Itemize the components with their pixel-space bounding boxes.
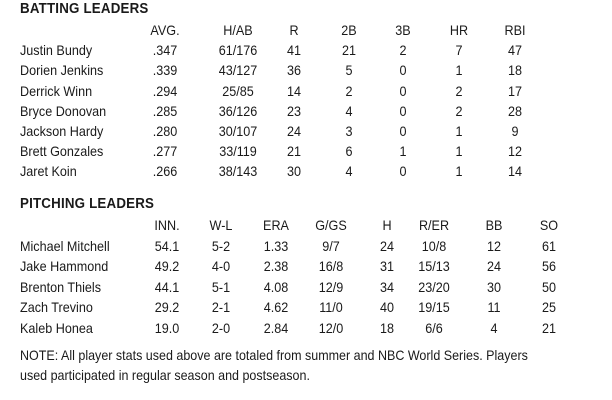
table-row: [0, 60, 612, 80]
stat-cell: 12: [507, 143, 523, 160]
stat-cell: .339: [152, 62, 178, 79]
table-row: [0, 141, 612, 161]
table-row: [0, 277, 612, 297]
stat-cell: 9/7: [322, 237, 340, 254]
table-row: [0, 297, 612, 317]
stat-cell: 6: [345, 143, 353, 160]
stat-cell: 23: [286, 102, 302, 119]
stat-cell: 3: [345, 123, 353, 139]
stat-cell: .285: [152, 102, 178, 119]
stat-cell: 33/119: [219, 143, 257, 160]
stat-cell: 1: [399, 143, 407, 160]
stat-cell: 4: [345, 163, 353, 180]
column-header: SO: [539, 217, 559, 233]
stat-cell: 2: [345, 82, 353, 99]
stat-cell: 36/126: [218, 102, 258, 119]
stat-cell: 2: [399, 42, 407, 59]
stat-cell: 49.2: [154, 258, 180, 274]
column-header: RBI: [504, 22, 526, 38]
column-header: H: [382, 217, 392, 233]
stat-cell: .294: [152, 82, 178, 99]
stat-cell: 2-1: [211, 299, 231, 315]
stat-cell: 1: [455, 163, 463, 180]
note-line-2: used participated in regular season and postseason.: [20, 368, 310, 383]
note-line-1: NOTE: All player stats used above are totaled from summer and NBC World Series. Players: [20, 348, 528, 363]
stat-cell: 4: [345, 102, 353, 119]
stat-cell: 23/20: [418, 278, 450, 295]
stat-cell: 1: [455, 143, 463, 160]
stat-cell: .347: [152, 42, 178, 59]
table-row: [0, 236, 612, 256]
stat-cell: 7: [455, 42, 463, 59]
stat-cell: 21: [541, 319, 557, 336]
table-row: [0, 40, 612, 60]
player-name: Jackson Hardy: [20, 123, 104, 139]
stat-cell: 40: [379, 299, 395, 315]
table-row: [0, 318, 612, 338]
stat-cell: 10/8: [421, 237, 447, 254]
column-header: HR: [449, 22, 469, 38]
stat-cell: 44.1: [154, 278, 180, 295]
stat-cell: .280: [152, 123, 178, 139]
stat-cell: 2: [455, 82, 463, 99]
player-name: Jake Hammond: [20, 258, 109, 274]
column-header: ERA: [263, 217, 289, 233]
stat-cell: .277: [152, 143, 178, 160]
stat-cell: 1: [455, 123, 463, 139]
player-name: Kaleb Honea: [20, 319, 93, 336]
stat-cell: 1: [455, 62, 463, 79]
stat-cell: 0: [399, 82, 407, 99]
column-header: R: [289, 22, 299, 38]
table-row: [0, 121, 612, 141]
stat-cell: 4.62: [263, 299, 289, 315]
stat-cell: 0: [399, 102, 407, 119]
column-header: INN.: [154, 217, 180, 233]
stat-cell: 21: [286, 143, 302, 160]
stat-cell: 31: [379, 258, 395, 274]
column-header: R/ER: [418, 217, 450, 233]
table-row: [0, 81, 612, 101]
table-row: [0, 101, 612, 121]
player-name: Bryce Donovan: [20, 102, 107, 119]
stat-cell: 5-1: [211, 278, 231, 295]
stat-cell: 28: [507, 102, 523, 119]
column-header: 2B: [341, 22, 357, 38]
stat-cell: 5-2: [211, 237, 231, 254]
stat-cell: 38/143: [218, 163, 258, 180]
stat-cell: .266: [152, 163, 178, 180]
stat-cell: 18: [507, 62, 523, 79]
stat-cell: 5: [345, 62, 353, 79]
stat-cell: 34: [379, 278, 395, 295]
table-header-row: [0, 215, 612, 235]
player-name: Brett Gonzales: [20, 143, 104, 160]
player-name: Derrick Winn: [20, 82, 93, 99]
stat-cell: 54.1: [154, 237, 180, 254]
stat-cell: 30/107: [218, 123, 258, 139]
stat-cell: 2.38: [263, 258, 289, 274]
stat-cell: 21: [341, 42, 357, 59]
column-header: G/GS: [315, 217, 347, 233]
stat-cell: 4.08: [263, 278, 289, 295]
table-row: [0, 256, 612, 276]
stat-cell: 0: [399, 163, 407, 180]
column-header: AVG.: [150, 22, 180, 38]
stat-cell: 9: [511, 123, 519, 139]
stat-cell: 25: [541, 299, 557, 315]
column-header: BB: [485, 217, 503, 233]
stats-note: [20, 346, 600, 386]
stat-cell: 12/9: [318, 278, 344, 295]
stat-cell: 14: [286, 82, 302, 99]
stat-cell: 41: [286, 42, 302, 59]
player-name: Brenton Thiels: [20, 278, 102, 295]
stat-cell: 18: [379, 319, 395, 336]
stat-cell: 2-0: [211, 319, 231, 336]
stat-cell: 19/15: [418, 299, 450, 315]
stat-cell: 56: [541, 258, 557, 274]
player-name: Justin Bundy: [20, 42, 93, 59]
stat-cell: 2: [455, 102, 463, 119]
stat-cell: 29.2: [154, 299, 180, 315]
stat-cell: 11/0: [319, 299, 343, 315]
stat-cell: 25/85: [222, 82, 254, 99]
stat-cell: 0: [399, 123, 407, 139]
stat-cell: 2.84: [263, 319, 289, 336]
stat-cell: 30: [286, 163, 302, 180]
stat-cell: 43/127: [218, 62, 258, 79]
column-header: 3B: [395, 22, 411, 38]
stat-cell: 47: [507, 42, 523, 59]
pitching-leaders-title: PITCHING LEADERS: [20, 196, 155, 212]
stat-cell: 17: [507, 82, 523, 99]
stat-cell: 50: [541, 278, 557, 295]
column-header: H/AB: [223, 22, 253, 38]
stat-cell: 15/13: [418, 258, 450, 274]
stat-cell: 12: [486, 237, 502, 254]
stat-cell: 0: [399, 62, 407, 79]
table-header-row: [0, 20, 612, 40]
stat-cell: 11: [487, 299, 501, 315]
stat-cell: 4-0: [211, 258, 231, 274]
player-name: Michael Mitchell: [20, 237, 110, 254]
stat-cell: 4: [490, 319, 498, 336]
stat-cell: 61: [541, 237, 557, 254]
column-header: W-L: [209, 217, 233, 233]
stat-cell: 12/0: [318, 319, 344, 336]
stat-cell: 24: [486, 258, 502, 274]
stat-cell: 24: [286, 123, 302, 139]
stat-cell: 14: [507, 163, 523, 180]
stat-cell: 16/8: [318, 258, 344, 274]
stat-cell: 24: [379, 237, 395, 254]
player-name: Dorien Jenkins: [20, 62, 104, 79]
stat-cell: 1.33: [263, 237, 289, 254]
player-name: Zach Trevino: [20, 299, 93, 315]
batting-leaders-title: BATTING LEADERS: [20, 1, 149, 17]
stat-cell: 19.0: [154, 319, 180, 336]
stat-cell: 30: [486, 278, 502, 295]
stat-cell: 6/6: [425, 319, 443, 336]
table-row: [0, 161, 612, 181]
stat-cell: 36: [286, 62, 302, 79]
stat-cell: 61/176: [218, 42, 258, 59]
player-name: Jaret Koin: [20, 163, 77, 180]
